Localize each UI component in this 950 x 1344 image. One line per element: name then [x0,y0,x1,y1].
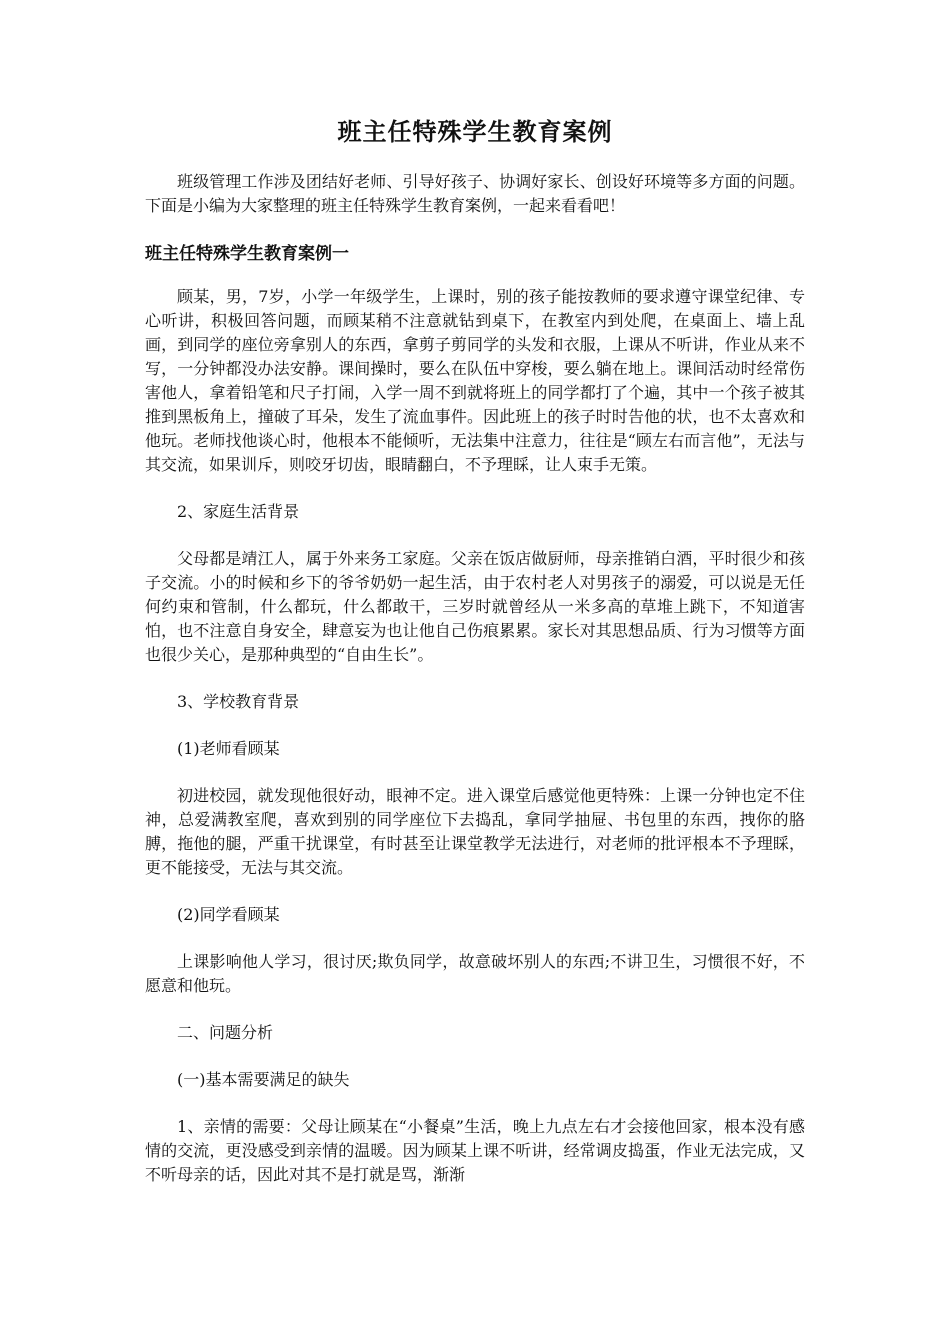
intro-paragraph: 班级管理工作涉及团结好老师、引导好孩子、协调好家长、创设好环境等多方面的问题。下面是小编为大家整理的班主任特殊学生教育案例，一起来看看吧！ [145,172,805,215]
subheading-problem-analysis: 二、问题分析 [177,1023,274,1042]
section-heading: 班主任特殊学生教育案例一 [145,244,349,264]
subheading-family-background: 2、家庭生活背景 [177,502,300,521]
subheading-basic-needs: (一)基本需要满足的缺失 [177,1070,350,1089]
family-affection-paragraph: 1、亲情的需要：父母让顾某在“小餐桌”生活，晚上九点左右才会接他回家，根本没有感情的交流，更没感受到亲情的温暖。因为顾某上课不听讲，经常调皮捣蛋，作业无法完成，又不听母亲的话，因此对其不是打就是骂，渐渐 [145,1117,805,1184]
family-background-paragraph: 父母都是靖江人，属于外来务工家庭。父亲在饭店做厨师，母亲推销白酒，平时很少和孩子交流。小的时候和乡下的爷爷奶奶一起生活，由于农村老人对男孩子的溺爱，可以说是无任何约束和管制，什么都玩，什么都敢干，三岁时就曾经从一米多高的草堆上跳下，不知道害怕，也不注意自身安全，肆意妄为也让他自己伤痕累累。家长对其思想品质、行为习惯等方面也很少关心，是那种典型的“自由生长”。 [145,549,805,664]
subheading-teacher-view: (1)老师看顾某 [177,739,280,758]
subheading-school-background: 3、学校教育背景 [177,692,300,711]
subheading-classmate-view: (2)同学看顾某 [177,905,280,924]
classmate-view-paragraph: 上课影响他人学习，很讨厌;欺负同学，故意破坏别人的东西;不讲卫生，习惯很不好，不愿意和他玩。 [145,952,805,995]
document-title: 班主任特殊学生教育案例 [337,118,613,146]
document-body [145,112,805,1210]
teacher-view-paragraph: 初进校园，就发现他很好动，眼神不定。进入课堂后感觉他更特殊：上课一分钟也定不住神，总爱满教室爬，喜欢到别的同学座位下去捣乱，拿同学抽屉、书包里的东西，拽你的胳膊，拖他的腿，严重干扰课堂，有时甚至让课堂教学无法进行，对老师的批评根本不予理睬，更不能接受，无法与其交流。 [145,786,805,877]
case-description-paragraph: 顾某，男，7岁，小学一年级学生，上课时，别的孩子能按教师的要求遵守课堂纪律、专心听讲，积极回答问题，而顾某稍不注意就钻到桌下，在教室内到处爬，在桌面上、墙上乱画，到同学的座位旁拿别人的东西，拿剪子剪同学的头发和衣服，上课从不听讲，作业从来不写，一分钟都没办法安静。课间操时，要么在队伍中穿梭，要么躺在地上。课间活动时经常伤害他人，拿着铅笔和尺子打闹，入学一周不到就将班上的同学都打了个遍，其中一个孩子被其推到黑板角上，撞破了耳朵，发生了流血事件。因此班上的孩子时时告他的状，也不太喜欢和他玩。老师找他谈心时，他根本不能倾听，无法集中注意力，往往是“顾左右而言他”，无法与其交流，如果训斥，则咬牙切齿，眼睛翻白，不予理睬，让人束手无策。 [145,287,805,474]
